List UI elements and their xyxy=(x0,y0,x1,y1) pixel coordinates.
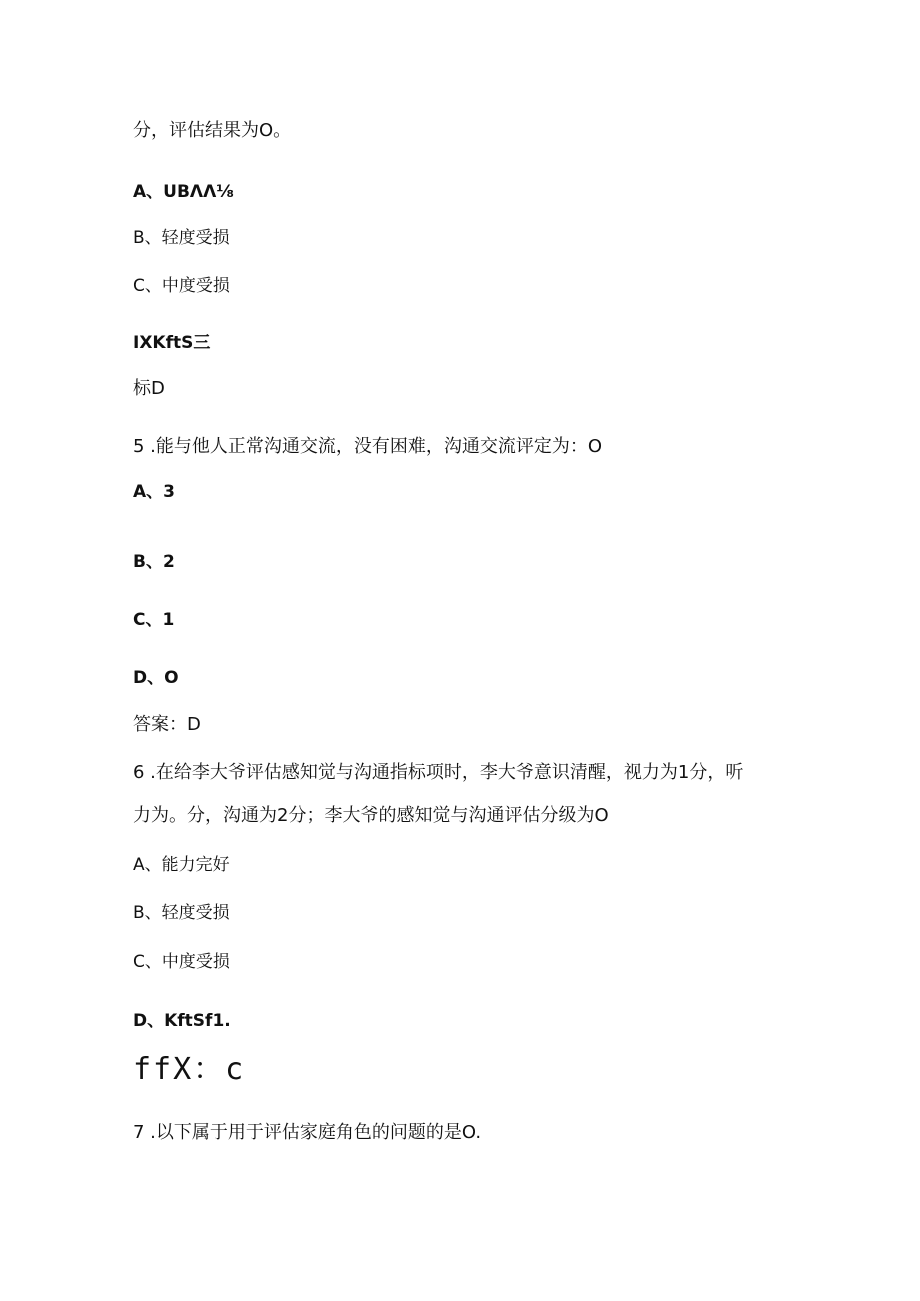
option-d-garbled: D、KftSf1. xyxy=(133,1011,231,1031)
option-a: A、3 xyxy=(133,482,175,502)
option-b: B、轻度受损 xyxy=(133,228,230,248)
question-5-stem: 5 .能与他人正常沟通交流，没有困难，沟通交流评定为：O xyxy=(133,436,603,457)
question-6-stem: 6 .在给李大爷评估感知觉与沟通指标项时，李大爷意识清醒，视力为1分，听 xyxy=(133,762,744,783)
option-c: C、1 xyxy=(133,610,175,630)
question-6-stem-continued: 力为。分，沟通为2分；李大爷的感知觉与沟通评估分级为O xyxy=(133,805,609,826)
question-7-stem: 7 .以下属于用于评估家庭角色的问题的是O. xyxy=(133,1122,482,1143)
answer-line-garbled: ffX：c xyxy=(133,1052,246,1087)
option-c: C、中度受损 xyxy=(133,276,230,296)
question-4-stem-continued: 分，评估结果为O。 xyxy=(133,120,292,141)
option-c: C、中度受损 xyxy=(133,952,230,972)
option-a: A、能力完好 xyxy=(133,855,230,875)
answer-line: 答案：D xyxy=(133,714,201,735)
option-d: D、O xyxy=(133,668,179,688)
option-a: A、UBΛΛ⅛ xyxy=(133,182,234,202)
option-b: B、2 xyxy=(133,552,175,572)
option-b: B、轻度受损 xyxy=(133,903,230,923)
answer-line: 标D xyxy=(133,378,165,399)
option-d-garbled: IXKftS三 xyxy=(133,333,211,353)
